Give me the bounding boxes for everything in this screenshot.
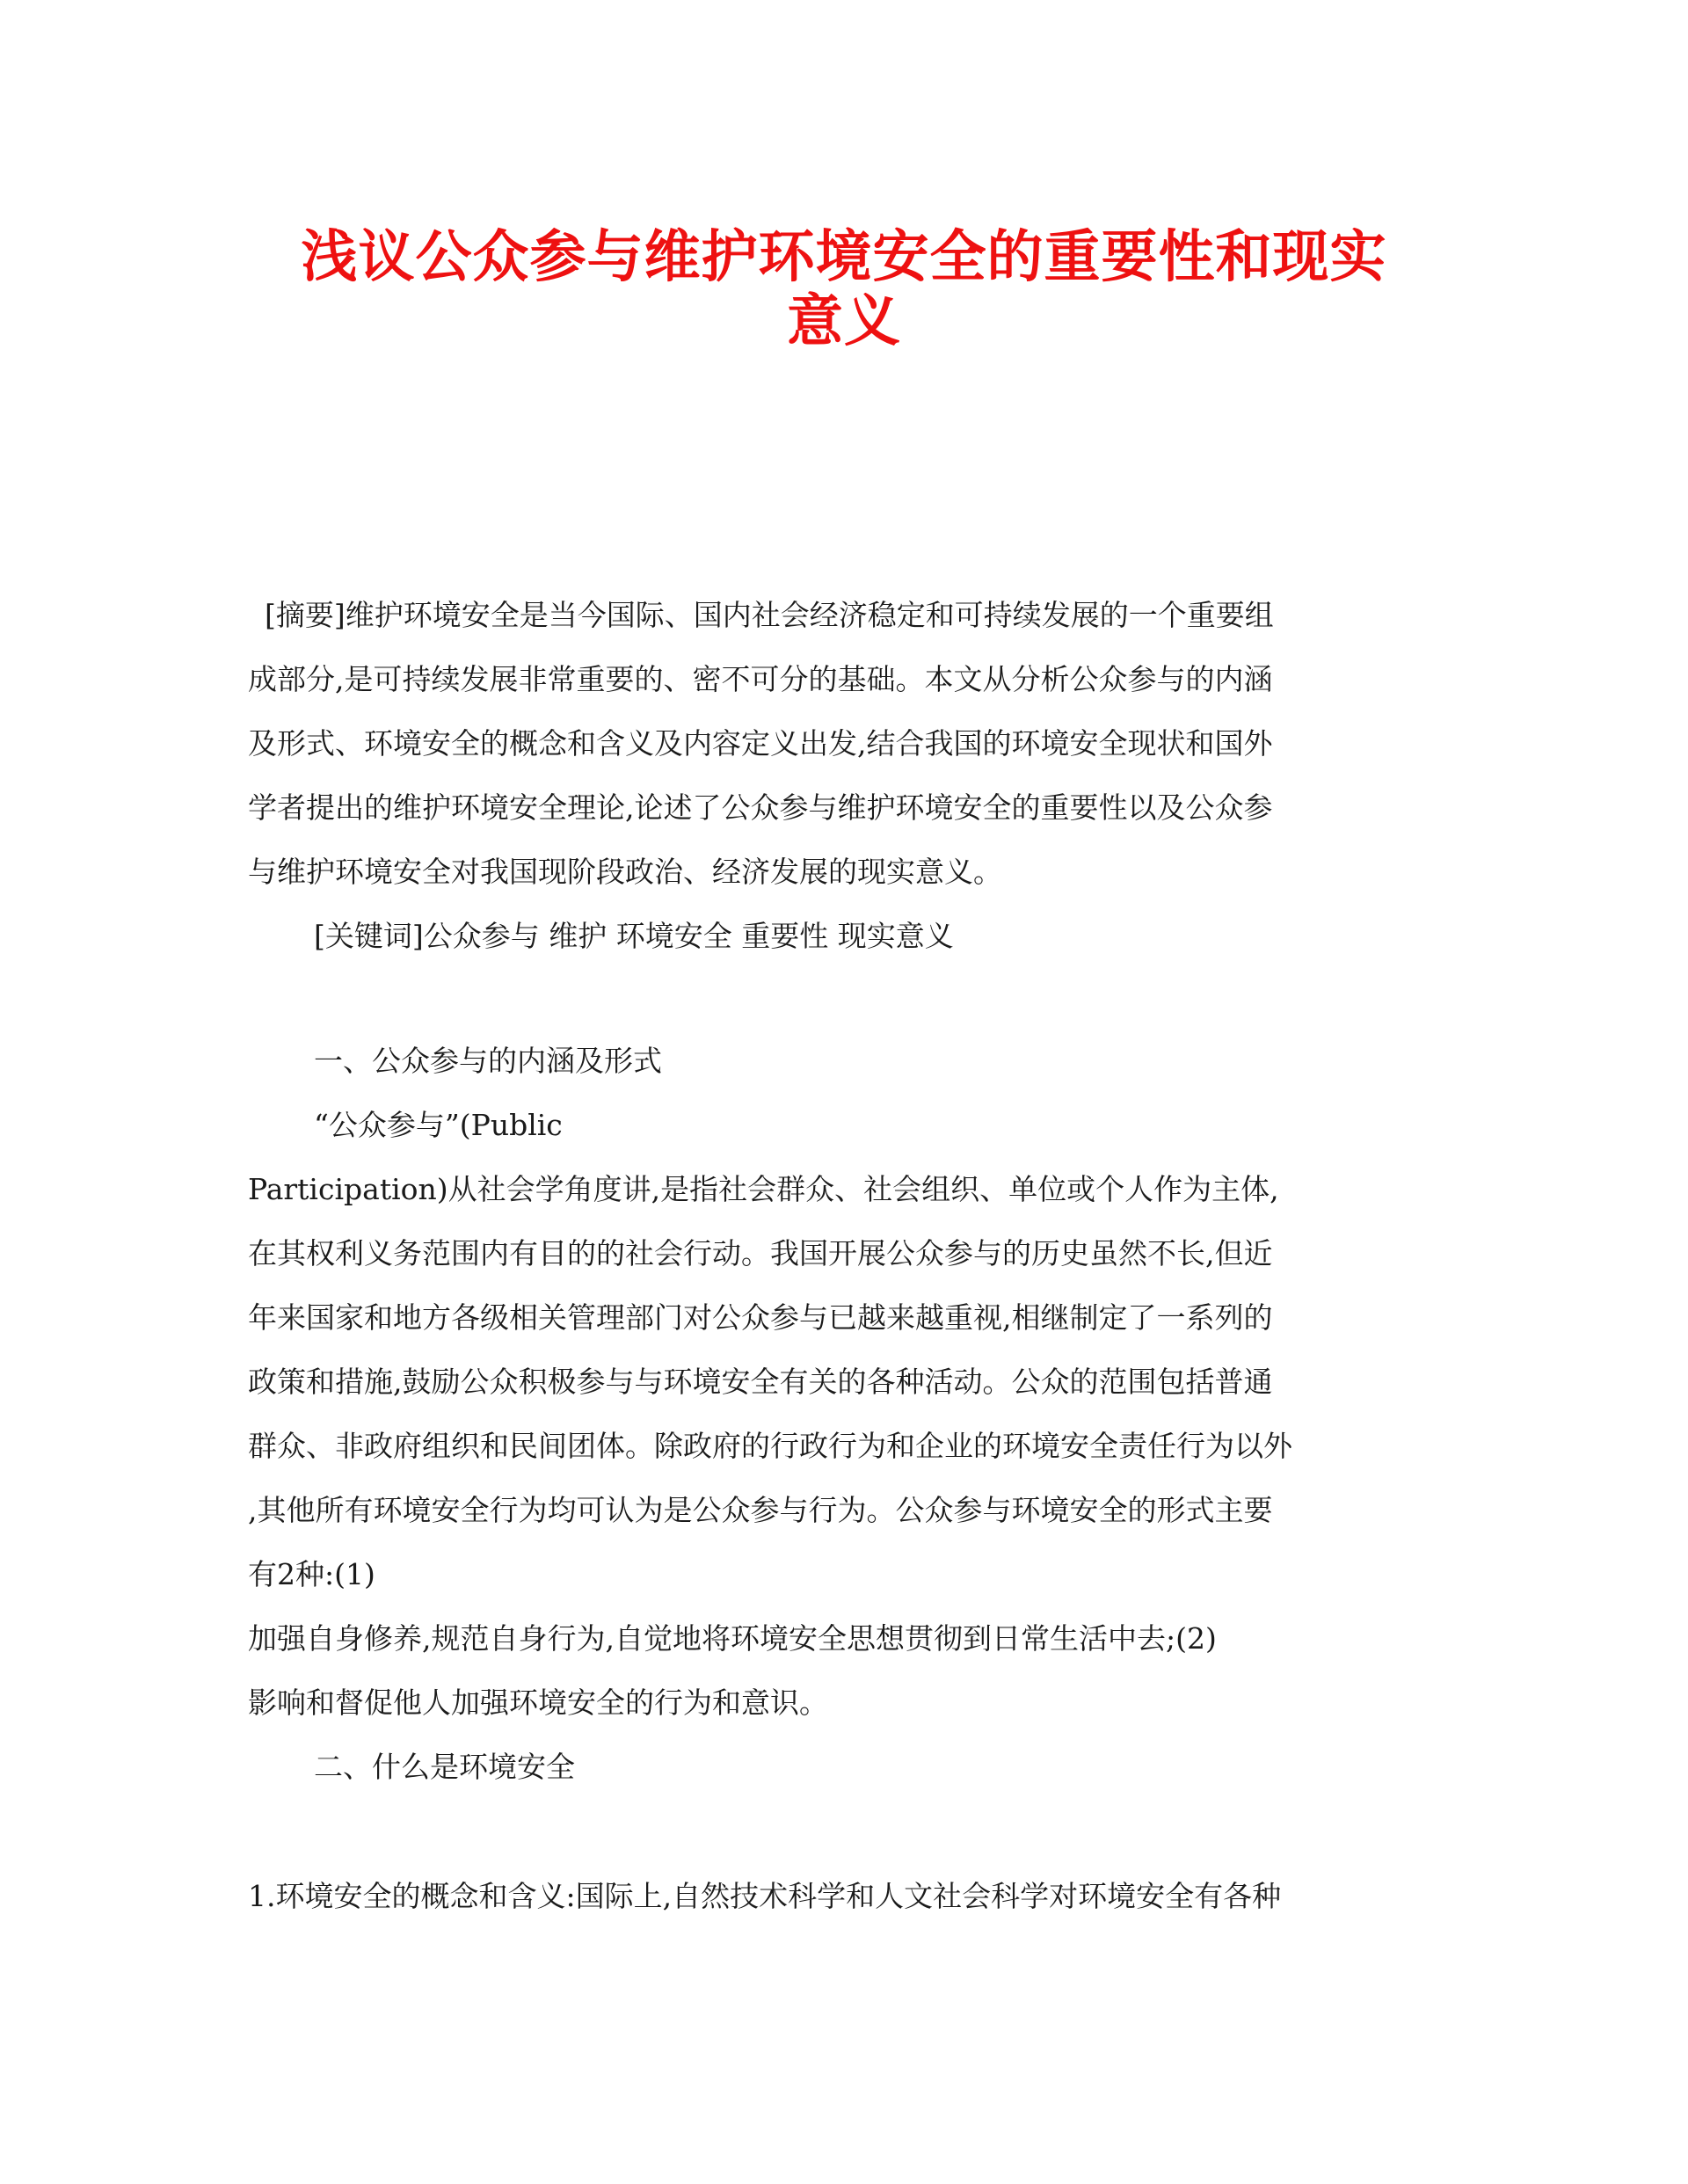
- section-1-line: Participation)从社会学角度讲,是指社会群众、社会组织、单位或个人作为主体,: [248, 1172, 1279, 1206]
- document-title: [229, 215, 1459, 354]
- section-1-heading: 一、公众参与的内涵及形式: [314, 1044, 662, 1078]
- keywords-line: [关键词]公众参与 维护 环境安全 重要性 现实意义: [314, 919, 954, 953]
- section-2-item-1: 1.环境安全的概念和含义:国际上,自然技术科学和人文社会科学对环境安全有各种: [248, 1879, 1282, 1913]
- section-1-line: ,其他所有环境安全行为均可认为是公众参与行为。公众参与环境安全的形式主要: [248, 1493, 1273, 1527]
- section-2-heading: 二、什么是环境安全: [314, 1750, 575, 1784]
- section-1-line: 影响和督促他人加强环境安全的行为和意识。: [248, 1685, 828, 1720]
- section-2: [248, 1864, 1444, 1928]
- section-1-line: 加强自身修养,规范自身行为,自觉地将环境安全思想贯彻到日常生活中去;(2): [248, 1621, 1217, 1656]
- abstract-line: 成部分,是可持续发展非常重要的、密不可分的基础。本文从分析公众参与的内涵: [248, 662, 1273, 696]
- section-1-line: 群众、非政府组织和民间团体。除政府的行政行为和企业的环境安全责任行为以外: [248, 1429, 1292, 1463]
- section-1-line: 政策和措施,鼓励公众积极参与与环境安全有关的各种活动。公众的范围包括普通: [248, 1365, 1273, 1399]
- abstract-line: 与维护环境安全对我国现阶段政治、经济发展的现实意义。: [248, 855, 1002, 889]
- abstract-line: 学者提出的维护环境安全理论,论述了公众参与维护环境安全的重要性以及公众参: [248, 790, 1273, 825]
- section-1-line: “公众参与”(Public: [314, 1108, 563, 1142]
- section-1-line: 年来国家和地方各级相关管理部门对公众参与已越来越重视,相继制定了一系列的: [248, 1300, 1273, 1335]
- section-1: [248, 1029, 1444, 1799]
- abstract-block: [248, 583, 1444, 968]
- section-1-line: 有2种:(1): [248, 1557, 375, 1591]
- abstract-line: [摘要]维护环境安全是当今国际、国内社会经济稳定和可持续发展的一个重要组: [265, 598, 1274, 632]
- title-line-2: 意义: [787, 288, 901, 354]
- title-line-1: 浅议公众参与维护环境安全的重要性和现实: [301, 224, 1387, 290]
- abstract-line: 及形式、环境安全的概念和含义及内容定义出发,结合我国的环境安全现状和国外: [248, 726, 1273, 761]
- section-1-line: 在其权利义务范围内有目的的社会行动。我国开展公众参与的历史虽然不长,但近: [248, 1236, 1273, 1270]
